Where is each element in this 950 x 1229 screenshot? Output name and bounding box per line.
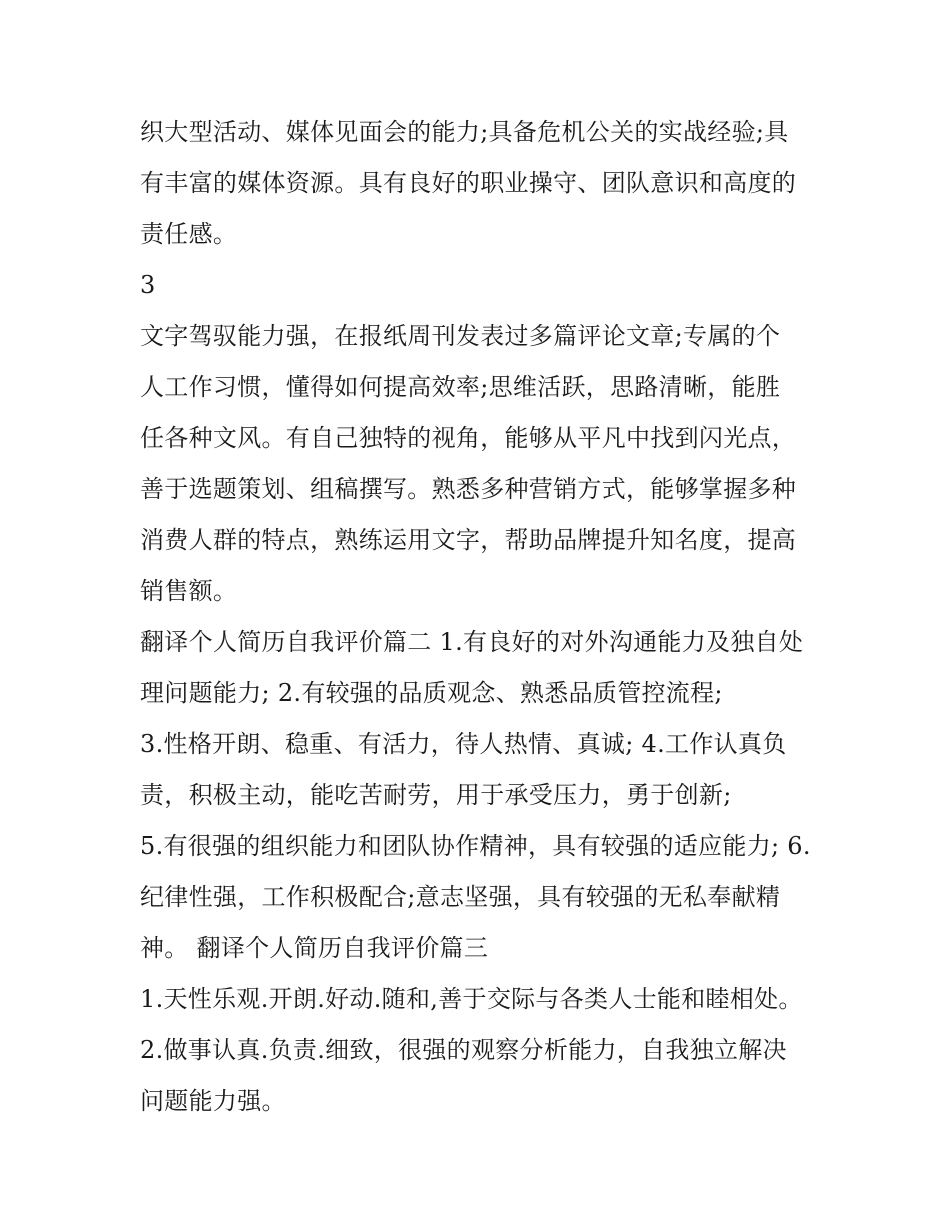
text-line: 1.天性乐观.开朗.好动.随和,善于交际与各类人士能和睦相处。 <box>140 985 803 1013</box>
text-line: 神。 翻译个人简历自我评价篇三 <box>140 934 489 962</box>
document-body <box>140 107 830 1127</box>
text-line: 问题能力强。 <box>140 1087 286 1115</box>
text-line: 人工作习惯，懂得如何提高效率;思维活跃，思路清晰，能胜 <box>140 373 781 401</box>
section-number: 3 <box>140 271 156 299</box>
text-line: 善于选题策划、组稿撰写。熟悉多种营销方式，能够掌握多种 <box>140 475 797 503</box>
text-line: 2.做事认真.负责.细致，很强的观察分析能力，自我独立解决 <box>140 1036 787 1064</box>
text-line: 责任感。 <box>140 220 238 248</box>
text-line: 责，积极主动，能吃苦耐劳，用于承受压力，勇于创新; <box>140 781 732 809</box>
text-line: 有丰富的媒体资源。具有良好的职业操守、团队意识和高度的 <box>140 169 797 197</box>
text-line: 纪律性强，工作积极配合;意志坚强，具有较强的无私奉献精 <box>140 883 781 911</box>
text-line: 文字驾驭能力强，在报纸周刊发表过多篇评论文章;专属的个 <box>140 322 781 350</box>
text-line: 5.有很强的组织能力和团队协作精神，具有较强的适应能力; 6. <box>140 832 811 860</box>
text-line: 消费人群的特点，熟练运用文字，帮助品牌提升知名度，提高 <box>140 526 797 554</box>
text-line: 销售额。 <box>140 577 238 605</box>
text-line: 理问题能力; 2.有较强的品质观念、熟悉品质管控流程; <box>140 679 723 707</box>
text-line: 翻译个人简历自我评价篇二 1.有良好的对外沟通能力及独自处 <box>140 628 804 656</box>
text-line: 织大型活动、媒体见面会的能力;具备危机公关的实战经验;具 <box>140 118 789 146</box>
text-line: 任各种文风。有自己独特的视角，能够从平凡中找到闪光点， <box>140 424 797 452</box>
text-line: 3.性格开朗、稳重、有活力，待人热情、真诚; 4.工作认真负 <box>140 730 787 758</box>
